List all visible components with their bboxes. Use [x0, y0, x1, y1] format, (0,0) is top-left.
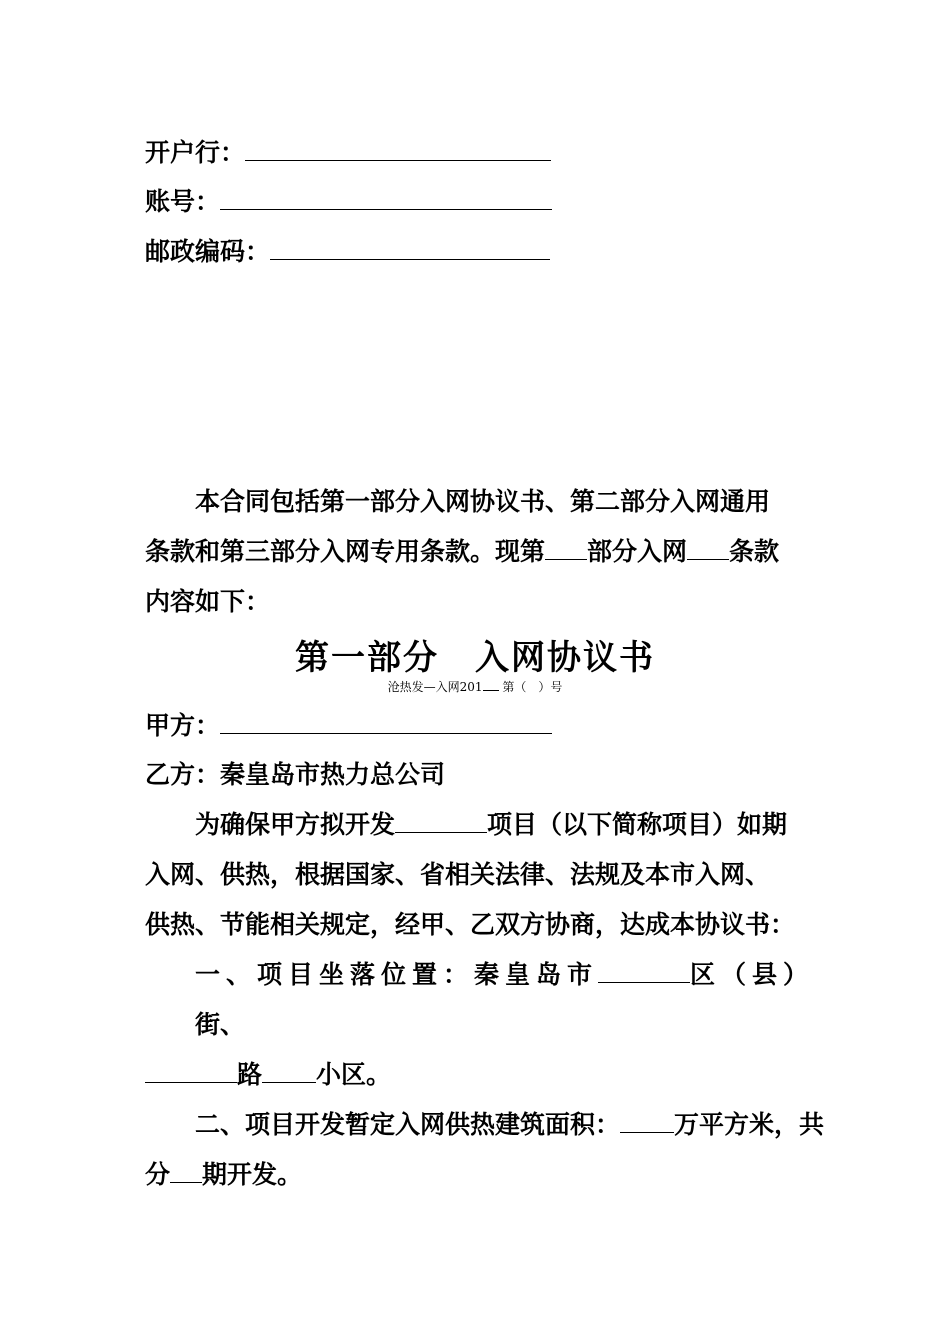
clause-2-line-2	[145, 1160, 302, 1190]
doc-number-suffix: ）号	[526, 680, 563, 694]
purpose-line-1a: 为确保甲方拟开发	[195, 810, 396, 839]
intro-line-3: 内容如下：	[145, 587, 271, 616]
document-number	[0, 678, 950, 695]
bank-name-blank	[245, 138, 551, 161]
postal-code-label: 邮政编码：	[145, 237, 271, 266]
purpose-line-3: 供热、节能相关规定，经甲、乙双方协商，达成本协议书：	[145, 910, 796, 939]
doc-year-blank	[483, 680, 499, 691]
page-title: 第一部分 入网协议书	[295, 638, 655, 678]
clause-blank	[687, 537, 729, 560]
party-a-label: 甲方：	[145, 711, 221, 740]
doc-number-prefix: 沧热发—入网201	[387, 680, 483, 694]
road-blank	[145, 1060, 237, 1083]
clause-2-line-1b: 万平方米，共	[674, 1110, 825, 1139]
area-blank	[620, 1110, 674, 1133]
account-label: 账号：	[145, 187, 221, 216]
project-name-blank	[395, 810, 487, 833]
intro-line-2	[145, 537, 779, 567]
clause-1-line-1b: 区（县）	[690, 960, 815, 989]
part-blank	[545, 537, 587, 560]
bank-name-field	[145, 138, 551, 168]
bank-name-label: 开户行：	[145, 138, 246, 167]
purpose-line-1b: 项目（以下简称项目）如期	[487, 810, 788, 839]
clause-1-line-3	[145, 1060, 391, 1090]
clause-2-line-1a: 二、项目开发暂定入网供热建筑面积：	[195, 1110, 621, 1139]
account-blank	[220, 187, 552, 210]
party-a-blank	[220, 711, 552, 734]
clause-2-line-2a: 分	[145, 1160, 171, 1189]
clause-1-line-1	[195, 960, 814, 990]
doc-number-mid: 第（	[498, 680, 527, 694]
party-a-field	[145, 711, 552, 741]
clause-1-line-1a: 一、项目坐落位置：秦皇岛市	[195, 960, 599, 989]
clause-2-line-2b: 期开发。	[202, 1160, 303, 1189]
postal-code-blank	[270, 237, 550, 260]
intro-line-2c: 条款	[729, 537, 780, 566]
intro-line-2b: 部分入网	[587, 537, 688, 566]
clause-1-line-3b: 小区。	[316, 1060, 392, 1089]
clause-2-line-1	[195, 1110, 824, 1140]
clause-1-line-2: 街、	[195, 1010, 246, 1039]
district-blank	[598, 960, 690, 983]
community-blank	[262, 1060, 316, 1083]
phases-blank	[170, 1160, 202, 1183]
purpose-line-2: 入网、供热，根据国家、省相关法律、法规及本市入网、	[145, 860, 771, 889]
intro-line-2a: 条款和第三部分入网专用条款。现第	[145, 537, 546, 566]
postal-code-field	[145, 237, 550, 267]
purpose-line-1	[195, 810, 787, 840]
party-b: 乙方：秦皇岛市热力总公司	[145, 760, 446, 789]
intro-line-1: 本合同包括第一部分入网协议书、第二部分入网通用	[195, 487, 771, 516]
clause-1-line-3a: 路	[237, 1060, 263, 1089]
account-field	[145, 187, 552, 217]
